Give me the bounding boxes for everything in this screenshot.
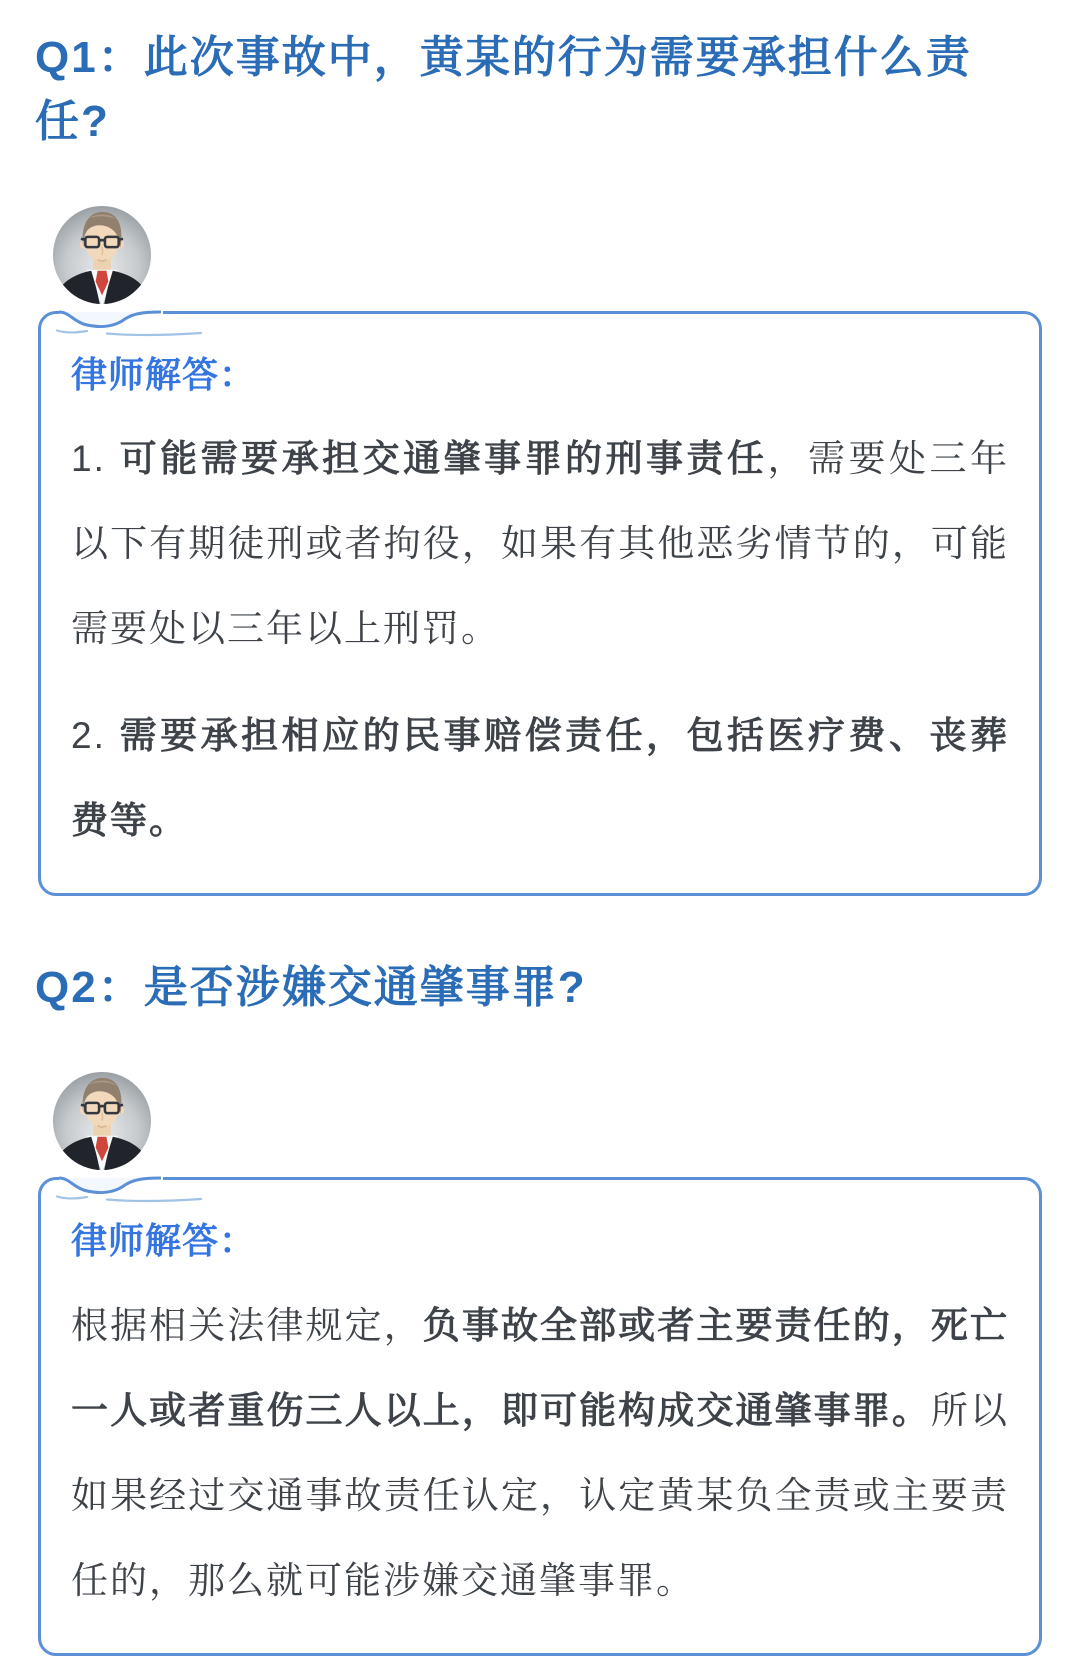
lawyer-avatar-icon xyxy=(51,1070,153,1172)
question-heading: Q2：是否涉嫌交通肇事罪? xyxy=(35,963,587,1013)
emphasized-text-run: 可能需要承担交通肇事罪的刑事责任 xyxy=(119,437,768,479)
lawyer-avatar xyxy=(51,204,153,306)
answer-bubble xyxy=(38,311,1042,897)
legal-qa-article xyxy=(0,26,1080,1656)
text-run: 根据相关法律规定， xyxy=(71,1304,423,1346)
question-heading: Q1：此次事故中，黄某的行为需要承担什么责任? xyxy=(35,33,972,146)
lawyer-avatar-icon xyxy=(51,204,153,306)
lawyer-avatar xyxy=(51,1070,153,1172)
emphasized-text-run: 需要承担相应的民事赔偿责任，包括医疗费、丧葬费等。 xyxy=(71,715,1010,842)
text-run: 2. xyxy=(71,715,120,757)
answer-paragraph xyxy=(71,416,1009,671)
answer-label: 律师解答： xyxy=(71,1220,257,1262)
answer-paragraphs xyxy=(71,416,1009,863)
answer-paragraph xyxy=(71,1283,1009,1623)
answer-label: 律师解答： xyxy=(71,353,257,395)
emphasized-text-run: 负事故全部或者主要责任的，死亡一人或者重伤三人以上，即可能构成交通肇事罪。 xyxy=(71,1304,1010,1431)
answer-paragraphs xyxy=(71,1283,1009,1623)
answer-paragraph xyxy=(71,693,1009,863)
text-run: 1. xyxy=(71,437,120,479)
answer-bubble xyxy=(38,1177,1042,1656)
qa-section xyxy=(0,26,1080,896)
answer-content xyxy=(41,314,1039,894)
answer-content xyxy=(41,1180,1039,1653)
qa-section xyxy=(0,956,1080,1656)
text-run: ，需要处三年以下有期徒刑或者拘役，如果有其他恶劣情节的，可能需要处以三年以上刑罚。 xyxy=(71,437,1010,650)
text-run: 所以如果经过交通事故责任认定，认定黄某负全责或主要责任的，那么就可能涉嫌交通肇事罪。 xyxy=(71,1389,1010,1601)
